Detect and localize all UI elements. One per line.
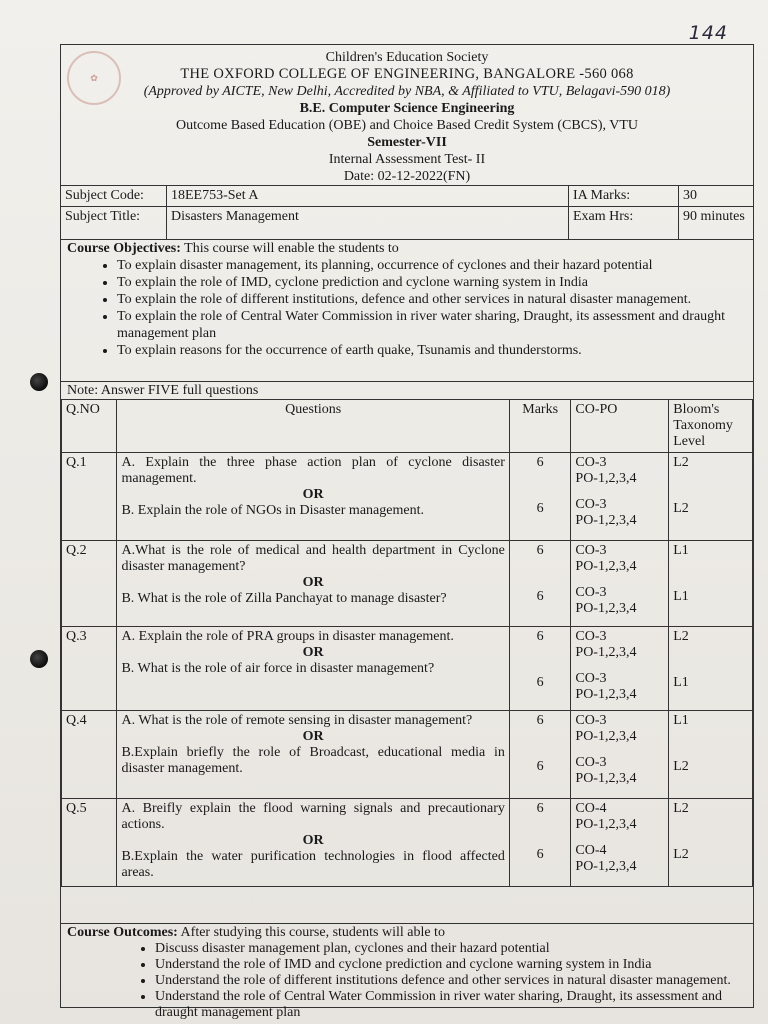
question-paper-frame [60,44,754,1020]
bloom-a: L1 [673,713,689,728]
co-b: CO-3 [575,755,607,770]
approval-line: (Approved by AICTE, New Delhi, Accredited by NBA, & Affiliated to VTU, Belagavi-590 018) [143,84,671,99]
question-number [62,711,117,799]
page-number: 144 [688,22,728,44]
marks-b: 6 [536,759,544,774]
question-row [62,541,753,627]
question-part-a: A. Explain the role of PRA groups in disaster management. [121,629,454,644]
program-name: B.E. Computer Science Engineering [299,101,515,116]
ia-marks-label: IA Marks: [569,186,679,206]
course-objectives [61,239,753,360]
bloom-b: L1 [673,589,689,604]
question-bloom [669,799,753,887]
question-copo [571,627,669,711]
question-part-b: B.Explain the water purification technologies in flood affected areas. [121,849,505,880]
question-number [62,627,117,711]
outcomes-heading: Course Outcomes: [67,925,178,940]
test-name: Internal Assessment Test- II [328,152,486,167]
question-marks [509,541,571,627]
question-row [62,711,753,799]
question-marks [509,627,571,711]
question-no: Q.5 [66,801,87,816]
co-a: CO-3 [575,713,607,728]
co-a: CO-3 [575,629,607,644]
or-label: OR [302,729,324,744]
subject-code-label: Subject Code: [61,186,167,206]
question-part-b: B. Explain the role of NGOs in Disaster management. [121,503,424,518]
punch-hole-bottom [30,650,48,668]
question-copo [571,711,669,799]
po-b: PO-1,2,3,4 [575,771,637,786]
ia-marks: 30 [683,188,697,203]
question-text [117,799,509,887]
po-b: PO-1,2,3,4 [575,859,637,874]
outcome-item: • Discuss disaster management plan, cyclones and their hazard potential [155,941,747,957]
question-bloom [669,627,753,711]
question-row [62,453,753,541]
co-b: CO-3 [575,671,607,686]
question-text [117,627,509,711]
bloom-b: L2 [673,759,689,774]
or-label: OR [302,575,324,590]
po-a: PO-1,2,3,4 [575,729,637,744]
society-name: Children's Education Society [325,50,489,65]
marks-b: 6 [536,675,544,690]
marks-b: 6 [536,589,544,604]
question-part-a: A. Explain the three phase action plan of cyclone disaster management. [121,455,505,486]
question-text [117,541,509,627]
question-part-a: A. Breifly explain the flood warning signals and precautionary actions. [121,801,505,832]
question-no: Q.2 [66,543,87,558]
question-text [117,453,509,541]
co-b: CO-3 [575,497,607,512]
question-copo [571,541,669,627]
question-marks [509,799,571,887]
subject-title-label: Subject Title: [61,206,167,240]
questions-table [61,399,753,887]
bloom-a: L1 [673,543,689,558]
college-seal-icon: ✿ [67,51,121,105]
marks-a: 6 [536,801,544,816]
co-a: CO-3 [575,543,607,558]
col-copo: CO-PO [571,400,669,453]
question-bloom [669,541,753,627]
col-marks: Marks [509,400,571,453]
bloom-b: L2 [673,847,689,862]
question-part-b: B.Explain briefly the role of Broadcast, educational media in disaster management. [121,745,505,776]
question-marks [509,453,571,541]
or-label: OR [302,833,324,848]
po-a: PO-1,2,3,4 [575,559,637,574]
question-part-b: B. What is the role of air force in disaster management? [121,661,435,676]
question-text [117,711,509,799]
subject-meta [61,185,753,240]
po-a: PO-1,2,3,4 [575,817,637,832]
objectives-intro: This course will enable the students to [180,241,399,256]
question-number [62,453,117,541]
po-a: PO-1,2,3,4 [575,645,637,660]
question-number [62,799,117,887]
outcome-item: • Understand the role of IMD and cyclone prediction and cyclone warning system in India [155,957,747,973]
marks-a: 6 [536,713,544,728]
outcome-item: • Understand the role of different institutions defence and other services in natural disaster management. [155,973,747,989]
bloom-b: L2 [673,501,689,516]
marks-a: 6 [536,629,544,644]
col-questions: Questions [117,400,509,453]
po-b: PO-1,2,3,4 [575,601,637,616]
question-row [62,627,753,711]
test-date: Date: 02-12-2022(FN) [343,169,471,184]
or-label: OR [302,645,324,660]
col-bloom: Bloom's Taxonomy Level [669,400,753,453]
instruction-note: Note: Answer FIVE full questions [61,381,753,399]
marks-b: 6 [536,501,544,516]
question-part-a: A.What is the role of medical and health department in Cyclone disaster management? [121,543,505,574]
exam-hrs: 90 minutes [679,206,753,240]
co-b: CO-4 [575,843,607,858]
question-bloom [669,453,753,541]
punch-hole-top [30,373,48,391]
question-no: Q.3 [66,629,87,644]
marks-a: 6 [536,543,544,558]
question-part-b: B. What is the role of Zilla Panchayat to manage disaster? [121,591,447,606]
question-row [62,799,753,887]
co-a: CO-3 [575,455,607,470]
marks-b: 6 [536,847,544,862]
outcomes-intro: After studying this course, students will able to [177,925,445,940]
po-a: PO-1,2,3,4 [575,471,637,486]
table-header-row [62,400,753,453]
bloom-a: L2 [673,455,689,470]
subject-title: Disasters Management [167,206,569,240]
co-b: CO-3 [575,585,607,600]
or-label: OR [302,487,324,502]
col-qno: Q.NO [62,400,117,453]
question-no: Q.1 [66,455,87,470]
bloom-a: L2 [673,801,689,816]
objective-item: • To explain the role of different institutions, defence and other services in natural disaster management. [117,291,747,308]
po-b: PO-1,2,3,4 [575,687,637,702]
exam-hrs-label: Exam Hrs: [569,206,679,240]
subject-code: 18EE753-Set A [167,186,569,206]
objective-item: • To explain disaster management, its planning, occurrence of cyclones and their hazard potential [117,257,747,274]
question-no: Q.4 [66,713,87,728]
semester-line: Semester-VII [367,135,447,150]
question-copo [571,453,669,541]
question-number [62,541,117,627]
course-outcomes [61,923,753,1022]
marks-a: 6 [536,455,544,470]
bloom-b: L1 [673,675,689,690]
paper-header [61,45,753,185]
question-part-a: A. What is the role of remote sensing in disaster management? [121,713,473,728]
question-copo [571,799,669,887]
objective-item: • To explain the role of IMD, cyclone prediction and cyclone warning system in India [117,274,747,291]
outcome-item: • Understand the role of Central Water Commission in river water sharing, Draught, its assessment and draught management plan [155,989,747,1021]
scheme-line: Outcome Based Education (OBE) and Choice Based Credit System (CBCS), VTU [175,118,639,133]
po-b: PO-1,2,3,4 [575,513,637,528]
question-bloom [669,711,753,799]
objective-item: • To explain the role of Central Water Commission in river water sharing, Draught, its assessment and draught management plan [117,308,747,342]
question-marks [509,711,571,799]
college-name: THE OXFORD COLLEGE OF ENGINEERING, BANGALORE -560 068 [180,66,634,82]
bloom-a: L2 [673,629,689,644]
co-a: CO-4 [575,801,607,816]
objective-item: • To explain reasons for the occurrence of earth quake, Tsunamis and thunderstorms. [117,342,747,359]
objectives-heading: Course Objectives: [67,241,181,256]
